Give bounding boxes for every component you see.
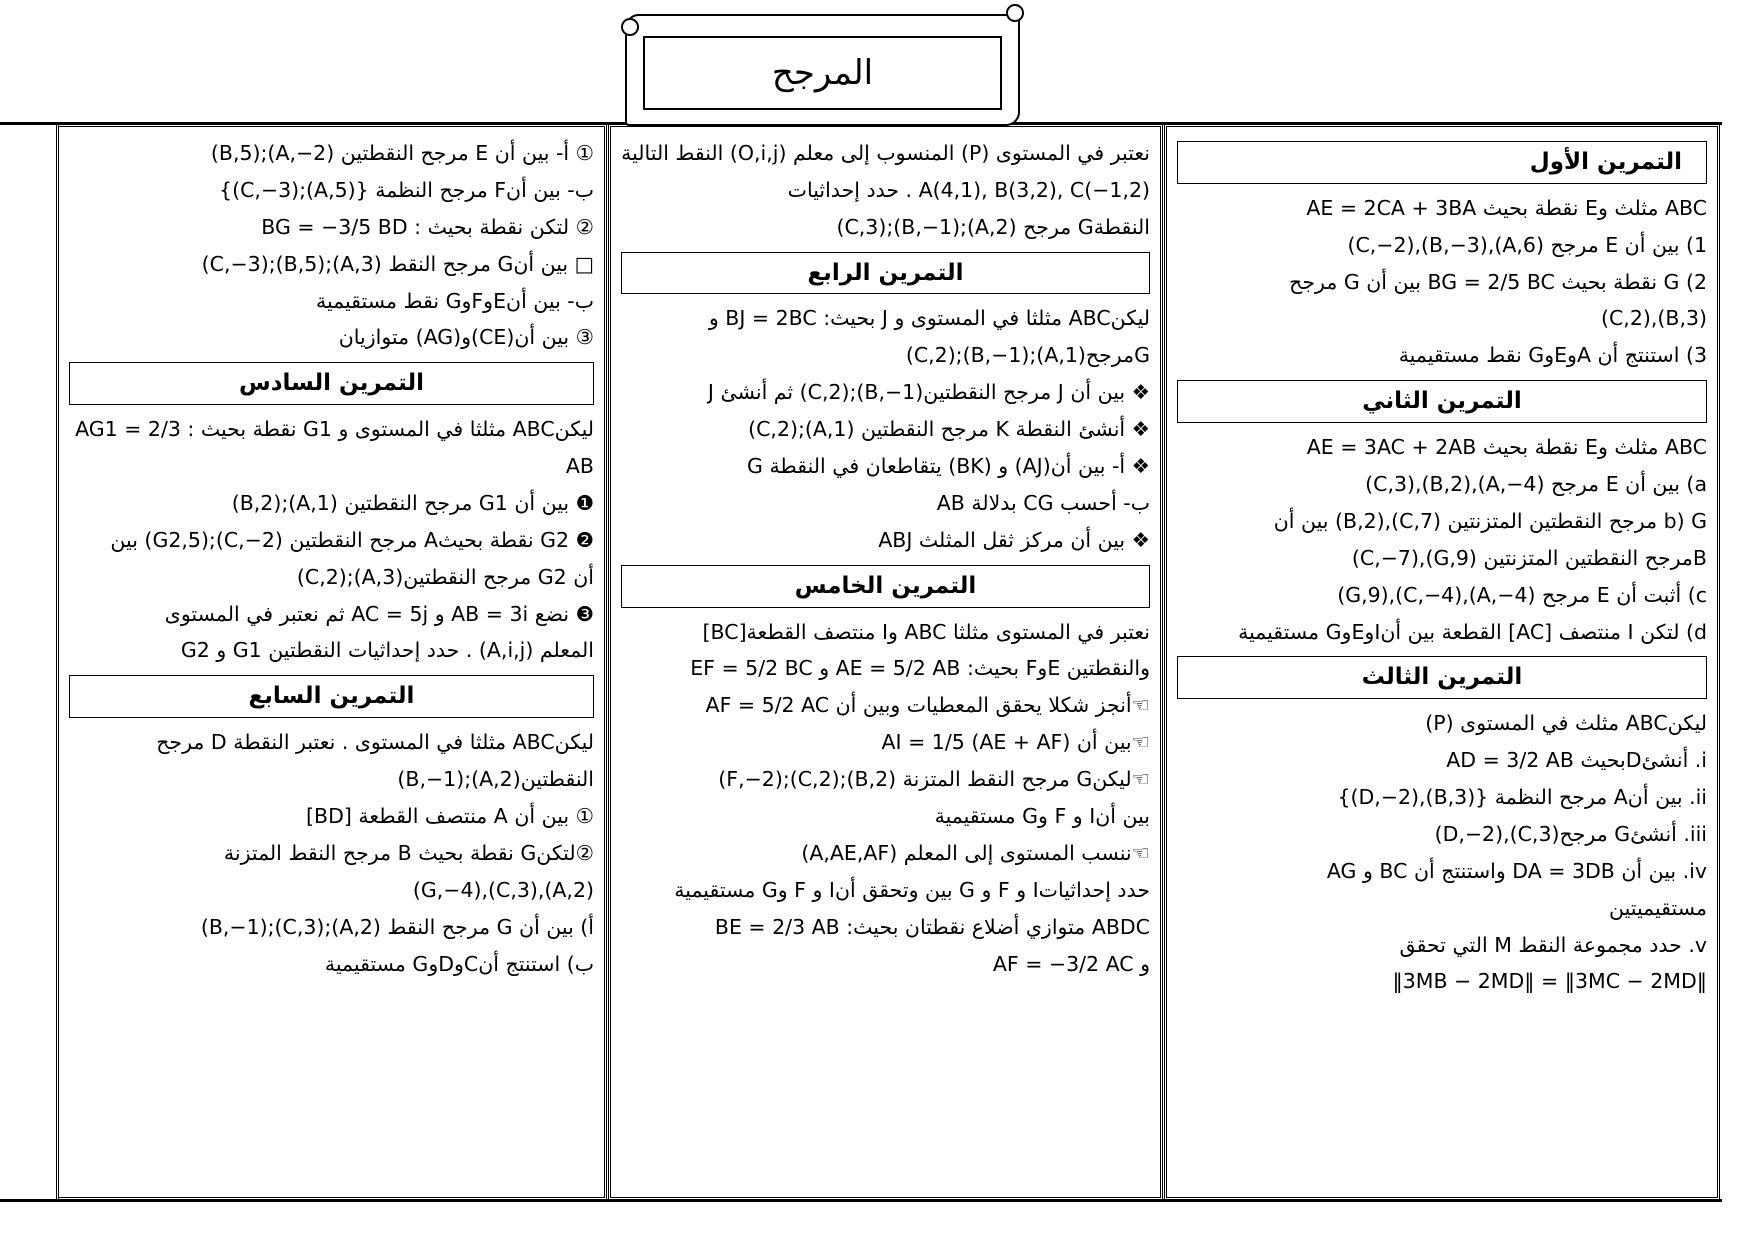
title-scroll bbox=[625, 14, 1020, 126]
exercise-line: ☜أنجز شكلا يحقق المعطيات وبين أن AF = 5/2 AC bbox=[705, 693, 1150, 718]
exercise-line: ① بين أن A منتصف القطعة [BD] bbox=[306, 803, 594, 828]
exercise-line: c) أثبت أن E مرجح (A,−4),(C,−4),(G,9) bbox=[1337, 582, 1707, 607]
exercise-line: النقطةG مرجح (A,2);(B,−1);(C,3) bbox=[836, 214, 1150, 239]
exercise-line: ❖ بين أن مركز ثقل المثلث ABJ bbox=[878, 527, 1150, 552]
exercise-line: 1) بين أن E مرجح (A,6),(B,−3),(C,−2) bbox=[1347, 232, 1707, 257]
exercise-line: ❷ G2 نقطة بحيثA مرجح النقطتين (C,−2);(G2,5) بين bbox=[110, 527, 594, 552]
exercise-line: (A,2),(C,3),(G,−4) bbox=[412, 877, 594, 902]
exercise-line: b) G مرجح النقطتين المتزنتين (C,7),(B,2) بين أن bbox=[1273, 508, 1707, 533]
exercise-line: ❸ نضع AB = 3i و AC = 5j ثم نعتبر في المستوى bbox=[164, 601, 594, 626]
exercise-line: ☜ننسب المستوى إلى المعلم (A,AE,AF) bbox=[801, 840, 1150, 865]
exercise-line: ii. بين أنA مرجح النظمة {(B,3),(D,−2)} bbox=[1337, 784, 1707, 809]
exercise-line: Gمرجح(A,1);(B,−1);(C,2) bbox=[905, 343, 1150, 368]
exercise-line: ❖ بين أن J مرجح النقطتين(B,−1);(C,2) ثم أنشئ J bbox=[707, 380, 1150, 405]
exercise-line: ③ بين أن(CE)و(AG) متوازيان bbox=[338, 325, 594, 350]
exercise-heading: التمرين الأول bbox=[1177, 141, 1707, 184]
exercise-line: ABDC متوازي أضلاع نقطتان بحيث: BE = 2/3 AB bbox=[714, 914, 1150, 939]
exercise-line: ① أ- بين أن E مرجح النقطتين (A,−2);(B,5) bbox=[210, 141, 594, 165]
exercise-line: a) بين أن E مرجح (A,−4),(B,2),(C,3) bbox=[1365, 471, 1707, 496]
exercise-line: نعتبر في المستوى مثلثا ABC وI منتصف القطعة[BC] bbox=[702, 619, 1150, 644]
exercise-heading: التمرين الخامس bbox=[621, 565, 1150, 608]
exercise-heading: التمرين الثاني bbox=[1177, 380, 1707, 423]
exercise-line: حدد إحداثياتI و F و G بين وتحقق أنI و F وG مستقيمية bbox=[674, 877, 1150, 902]
exercise-line: □ بين أنG مرجح النقط (A,3);(B,5);(C,−3) bbox=[201, 251, 594, 276]
exercise-line: ليكنABC مثلثا في المستوى . نعتبر النقطة D مرجح bbox=[156, 730, 594, 755]
exercise-line: ليكنABC مثلث في المستوى (P) bbox=[1425, 711, 1707, 736]
exercise-line: i. أنشئDبحيث AD = 3/2 AB bbox=[1446, 748, 1707, 773]
exercise-line: ❖ أ- بين أن(AJ) و (BK) يتقاطعان في النقطة G bbox=[747, 454, 1150, 479]
column-left bbox=[56, 124, 607, 1200]
exercise-line: (B,3),(C,2) bbox=[1600, 306, 1707, 331]
exercise-line: iv. بين أن DA = 3DB واستنتج أن BC و AG bbox=[1326, 858, 1707, 883]
column-middle bbox=[608, 124, 1163, 1200]
exercise-line: A(4,1), B(3,2), C(−1,2) . حدد إحداثيات bbox=[787, 177, 1150, 202]
exercise-line: النقطتين(A,2);(B,−1) bbox=[397, 767, 594, 792]
exercise-line: نعتبر في المستوى (P) المنسوب إلى معلم (O,i,j) النقط التالية bbox=[621, 141, 1150, 165]
exercise-line: ب- أحسب CG بدلالة AB bbox=[936, 490, 1150, 515]
exercise-line: Bمرجح النقطتين المتزنتين (G,9),(C,−7) bbox=[1351, 545, 1707, 570]
column-left-content bbox=[69, 135, 594, 1191]
exercise-line: أن G2 مرجح النقطتين(A,3);(C,2) bbox=[296, 564, 594, 589]
exercise-line: ب- بين أنF مرجح النظمة {(A,5);(C,−3)} bbox=[219, 177, 594, 202]
exercise-line: ABC مثلث وE نقطة بحيث AE = 3AC + 2AB bbox=[1306, 435, 1707, 460]
page-title: المرجح bbox=[643, 36, 1002, 110]
exercise-line: ABC مثلث وE نقطة بحيث AE = 2CA + 3BA bbox=[1306, 195, 1707, 220]
exercise-heading: التمرين السابع bbox=[69, 675, 594, 718]
exercise-line: مستقيميتين bbox=[1608, 895, 1707, 920]
column-right-content bbox=[1177, 135, 1707, 1191]
column-right bbox=[1164, 124, 1720, 1200]
exercise-line: ② لتكن نقطة بحيث : BG = −3/5 BD bbox=[261, 214, 594, 239]
exercise-line: ☜ليكنG مرجح النقط المتزنة (B,2);(C,2);(F,−2) bbox=[718, 767, 1150, 792]
exercise-line: ☜بين أن AI = 1/5 (AE + AF) bbox=[881, 730, 1150, 755]
exercise-line: v. حدد مجموعة النقط M التي تحقق bbox=[1399, 932, 1707, 957]
exercise-line: ②لتكنG نقطة بحيث B مرجح النقط المتزنة bbox=[223, 840, 594, 865]
column-middle-content bbox=[621, 135, 1150, 1191]
exercise-line: ليكنABC مثلثا في المستوى و G1 نقطة بحيث : AG1 = 2/3 AB bbox=[75, 417, 594, 479]
exercise-line: ب) استنتج أنCوDوG مستقيمية bbox=[324, 951, 594, 976]
exercise-line: والنقطتين EوF بحيث: AE = 5/2 AB و EF = 5/2 BC bbox=[690, 656, 1150, 681]
exercise-line: ليكنABC مثلثا في المستوى و J بحيث: BJ = 2BC و bbox=[708, 306, 1150, 331]
exercise-line: ❖ أنشئ النقطة K مرجح النقطتين (A,1);(C,2) bbox=[748, 417, 1150, 442]
exercise-line: d) لتكن I منتصف [AC] القطعة بين أنIوEوG مستقيمية bbox=[1238, 619, 1707, 644]
exercise-line: ب- بين أنEوFوG نقط مستقيمية bbox=[315, 288, 594, 313]
exercise-heading: التمرين الرابع bbox=[621, 252, 1150, 295]
exercise-line: المعلم (A,i,j) . حدد إحداثيات النقطتين G1 و G2 bbox=[180, 638, 594, 663]
exercise-line: iii. أنشئG مرجح(C,3),(D,−2) bbox=[1434, 821, 1707, 846]
exercise-line: 3) استنتج أن AوEوG نقط مستقيمية bbox=[1398, 343, 1707, 368]
exercise-heading: التمرين السادس bbox=[69, 362, 594, 405]
scroll-curl-left bbox=[621, 18, 639, 36]
exercise-line: ‖3MB − 2MD‖ = ‖3MC − 2MD‖ bbox=[1392, 969, 1707, 994]
exercise-line: بين أنI و F وG مستقيمية bbox=[934, 803, 1150, 828]
exercise-line: ❶ بين أن G1 مرجح النقطتين (A,1);(B,2) bbox=[231, 490, 594, 515]
exercise-heading: التمرين الثالث bbox=[1177, 656, 1707, 699]
scroll-curl-right bbox=[1006, 4, 1024, 22]
exercise-line: 2) G نقطة بحيث BG = 2/5 BC بين أن G مرجح bbox=[1289, 269, 1707, 294]
exercise-line: أ) بين أن G مرجح النقط (A,2);(C,3);(B,−1) bbox=[200, 914, 594, 939]
exercise-line: و AF = −3/2 AC bbox=[992, 951, 1150, 976]
